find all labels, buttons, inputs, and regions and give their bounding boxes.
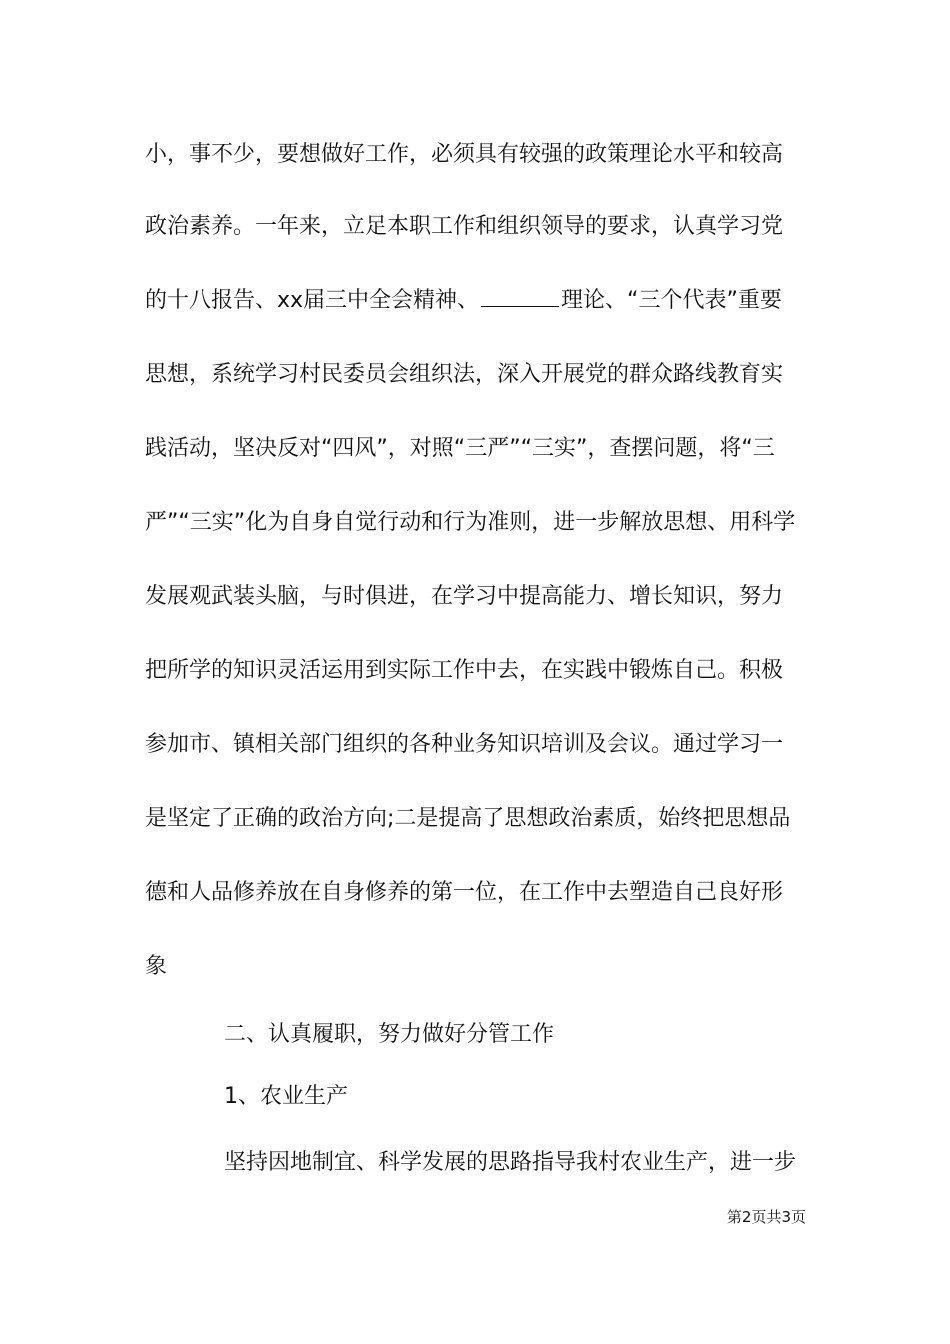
body-line-8: 把所学的知识灵活运用到实际工作中去，在实践中锻炼自己。积极: [145, 658, 784, 683]
subsection-heading: 1、农业生产: [224, 1084, 348, 1109]
page-number-footer: 第2页共3页: [726, 1208, 806, 1226]
body-line-4: 思想，系统学习村民委员会组织法，深入开展党的群众路线教育实: [145, 362, 784, 387]
body-line-3: [145, 286, 815, 316]
fill-in-blank: [481, 286, 559, 307]
body-line-6: 严”“三实”化为自身自觉行动和行为准则，进一步解放思想、用科学: [145, 510, 796, 535]
body-line-9: 参加市、镇相关部门组织的各种业务知识培训及会议。通过学习一: [145, 732, 784, 757]
body-line-3-start: 的十八报告、xx届三中全会精神、: [145, 288, 480, 313]
section-heading: 二、认真履职，努力做好分管工作: [224, 1022, 555, 1047]
body-line-7: 发展观武装头脑，与时俱进，在学习中提高能力、增长知识，努力: [145, 584, 784, 609]
body-line-11: 德和人品修养放在自身修养的第一位，在工作中去塑造自己良好形: [145, 880, 784, 905]
body-line-10: 是坚定了正确的政治方向;二是提高了思想政治素质，始终把思想品: [145, 806, 791, 831]
body-line-1: 小，事不少，要想做好工作，必须具有较强的政策理论水平和较高: [145, 142, 784, 167]
body-line-2: 政治素养。一年来，立足本职工作和组织领导的要求，认真学习党: [145, 214, 784, 239]
body-line-3-end: 理论、“三个代表”重要: [561, 288, 782, 313]
body-line-12: 象: [145, 954, 168, 979]
body-line-5: 践活动，坚决反对“四风”，对照“三严”“三实”，查摆问题，将“三: [145, 436, 775, 461]
paragraph-start: 坚持因地制宜、科学发展的思路指导我村农业生产，进一步: [224, 1150, 797, 1175]
